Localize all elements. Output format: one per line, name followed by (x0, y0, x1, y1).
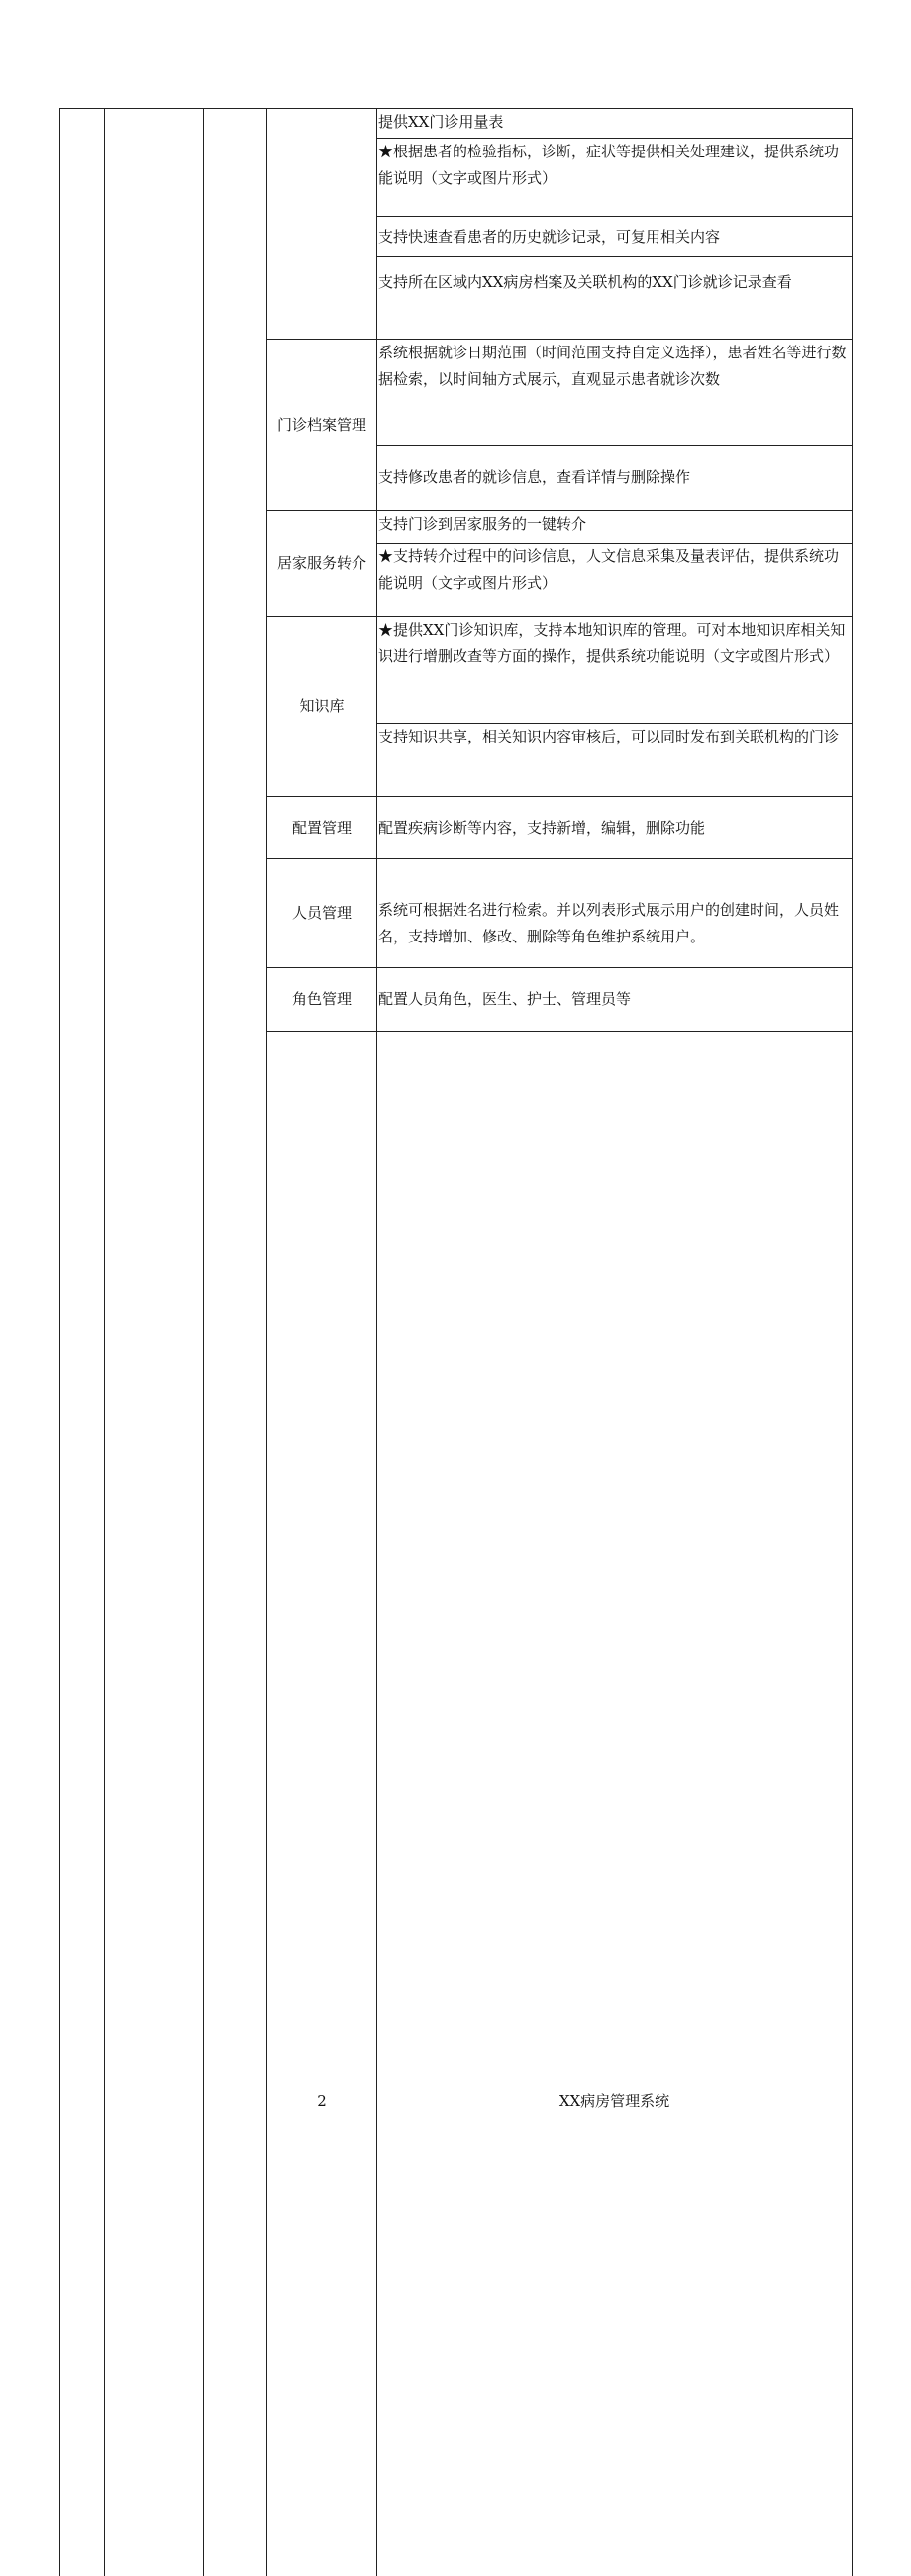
requirement-row: 配置人员角色，医生、护士、管理员等 (377, 968, 853, 1032)
requirements-table (59, 108, 853, 2576)
requirement-row: 支持所在区域内XX病房档案及关联机构的XX门诊就诊记录查看 (377, 257, 853, 340)
requirement-row: ★提供XX门诊知识库，支持本地知识库的管理。可对本地知识库相关知识进行增删改查等方面的操作，提供系统功能说明（文字或图片形式） (377, 617, 853, 724)
requirement-row: 系统根据就诊日期范围（时间范围支持自定义选择），患者姓名等进行数据检索，以时间轴方式展示，直观显示患者就诊次数 (377, 340, 853, 446)
module-staff: 人员管理 (267, 859, 377, 968)
system-cell-continued (105, 109, 204, 2576)
requirement-row: 支持门诊到居家服务的一键转介 (377, 511, 853, 544)
module-cell-continued (267, 109, 377, 340)
requirement-row: 提供XX门诊用量表 (377, 109, 853, 139)
system-name: XX病房管理系统 (377, 1032, 853, 2576)
requirement-row: ★支持转介过程中的问诊信息，人文信息采集及量表评估，提供系统功能说明（文字或图片形式） (377, 544, 853, 617)
module-home-referral: 居家服务转介 (267, 511, 377, 617)
requirement-row: ★根据患者的检验指标，诊断，症状等提供相关处理建议，提供系统功能说明（文字或图片形式） (377, 139, 853, 217)
module-knowledge-base: 知识库 (267, 617, 377, 797)
requirement-row: 配置疾病诊断等内容，支持新增，编辑，删除功能 (377, 797, 853, 859)
module-menzhen-archive: 门诊档案管理 (267, 340, 377, 511)
requirement-row: 支持知识共享，相关知识内容审核后，可以同时发布到关联机构的门诊 (377, 724, 853, 797)
requirement-row: 支持修改患者的就诊信息，查看详情与删除操作 (377, 446, 853, 511)
item-no: 2 (267, 1032, 377, 2576)
requirement-row: 支持快速查看患者的历史就诊记录，可复用相关内容 (377, 217, 853, 257)
module-config: 配置管理 (267, 797, 377, 859)
qty-cell-continued (204, 109, 267, 2576)
no-cell-continued (60, 109, 105, 2576)
requirement-row: 系统可根据姓名进行检索。并以列表形式展示用户的创建时间，人员姓名，支持增加、修改、删除等角色维护系统用户。 (377, 859, 853, 968)
module-role: 角色管理 (267, 968, 377, 1032)
